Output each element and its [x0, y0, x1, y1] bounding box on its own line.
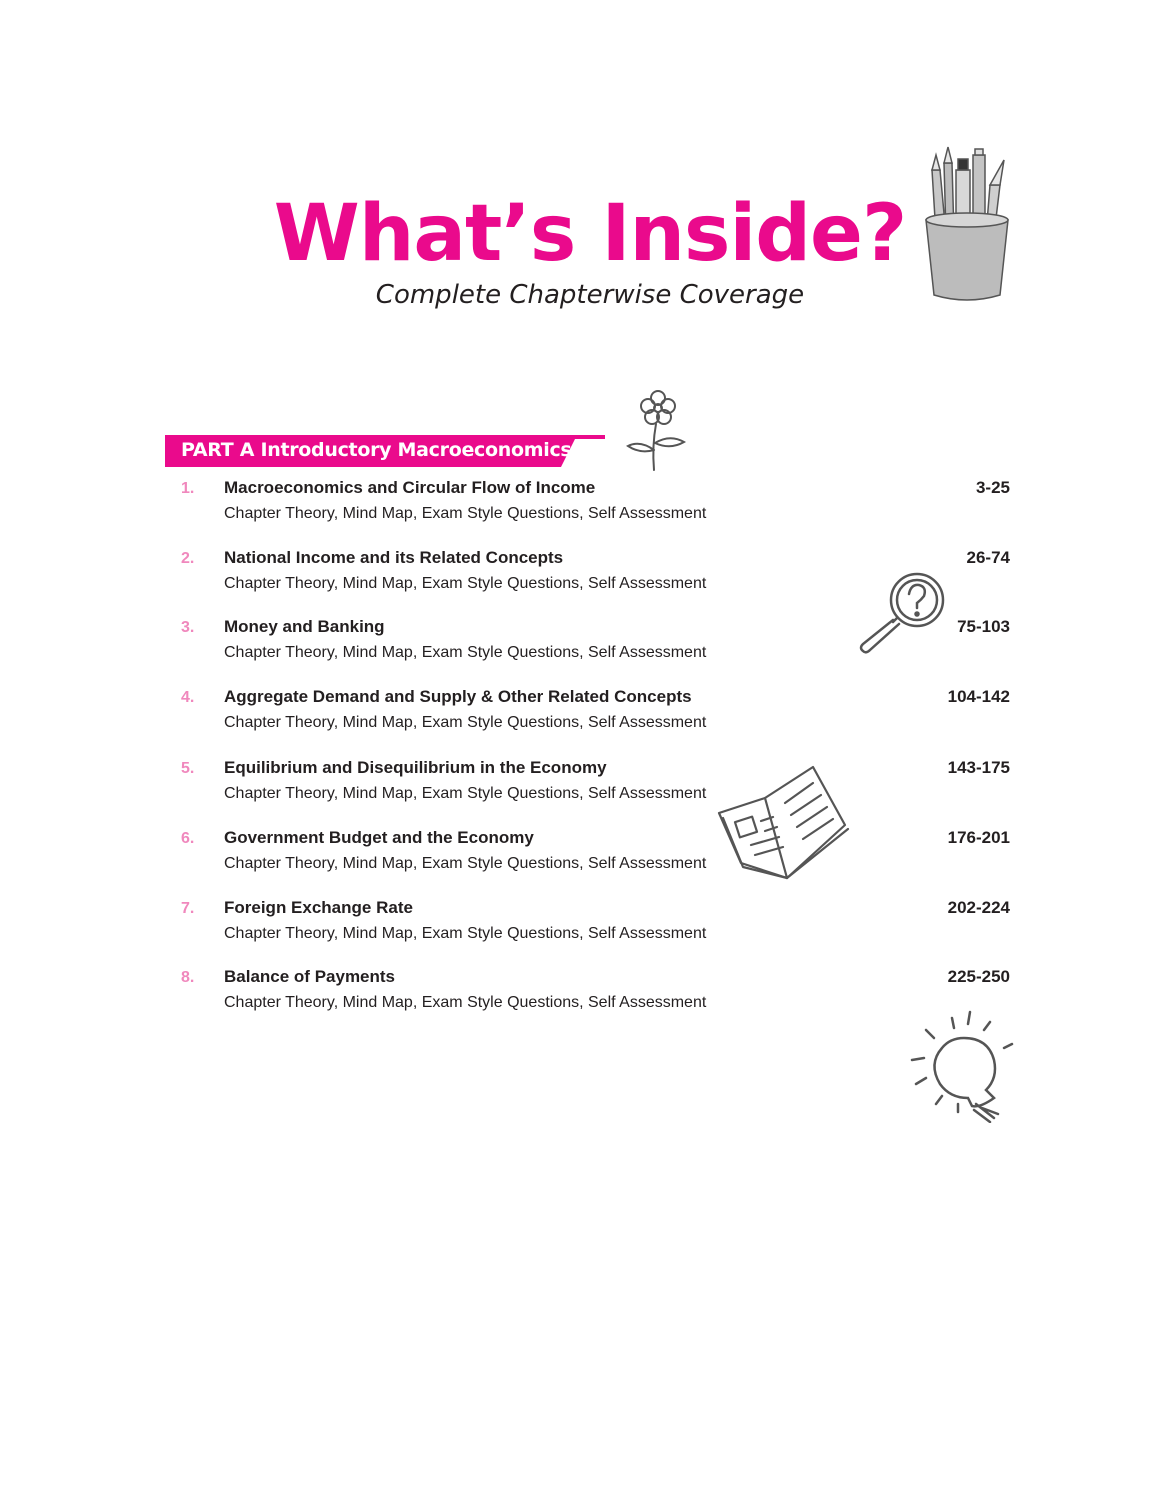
- page-title: What’s Inside?: [273, 189, 907, 279]
- chapter-description: Chapter Theory, Mind Map, Exam Style Questions, Self Assessment: [224, 925, 707, 942]
- chapter-description: Chapter Theory, Mind Map, Exam Style Questions, Self Assessment: [224, 714, 707, 731]
- chapter-pages: 75-103: [957, 617, 1010, 636]
- chapter-number: 6.: [181, 830, 195, 847]
- chapter-description: Chapter Theory, Mind Map, Exam Style Questions, Self Assessment: [224, 575, 707, 592]
- toc-entry-4[interactable]: [0, 687, 1174, 747]
- flower-icon: [622, 388, 692, 473]
- magnifier-question-icon: [855, 570, 950, 655]
- toc-entry-2[interactable]: [0, 548, 1174, 608]
- toc-entry-1[interactable]: [0, 478, 1174, 538]
- toc-entry-3[interactable]: [0, 617, 1174, 677]
- page-subtitle: Complete Chapterwise Coverage: [375, 280, 805, 310]
- toc-entry-5[interactable]: [0, 758, 1174, 818]
- chapter-pages: 202-224: [947, 898, 1010, 917]
- chapter-number: 2.: [181, 550, 195, 567]
- chapter-pages: 176-201: [947, 828, 1010, 847]
- chapter-number: 5.: [181, 760, 195, 777]
- pencil-cup-icon: [920, 145, 1020, 305]
- chapter-description: Chapter Theory, Mind Map, Exam Style Questions, Self Assessment: [224, 855, 707, 872]
- chapter-number: 4.: [181, 689, 195, 706]
- chapter-number: 8.: [181, 969, 195, 986]
- chapter-title: Macroeconomics and Circular Flow of Income: [224, 478, 596, 497]
- chapter-title: Balance of Payments: [224, 967, 396, 986]
- chapter-description: Chapter Theory, Mind Map, Exam Style Questions, Self Assessment: [224, 505, 707, 522]
- toc-entry-7[interactable]: [0, 898, 1174, 958]
- chapter-number: 1.: [181, 480, 195, 497]
- chapter-pages: 225-250: [947, 967, 1010, 986]
- chapter-title: Aggregate Demand and Supply & Other Related Concepts: [224, 687, 692, 706]
- chapter-pages: 3-25: [975, 478, 1010, 497]
- open-book-icon: [715, 763, 850, 883]
- chapter-title: Equilibrium and Disequilibrium in the Economy: [224, 758, 607, 777]
- chapter-description: Chapter Theory, Mind Map, Exam Style Questions, Self Assessment: [224, 785, 707, 802]
- part-label: PART A Introductory Macroeconomics: [181, 439, 572, 461]
- chapter-title: National Income and its Related Concepts: [224, 548, 564, 567]
- chapter-pages: 26-74: [966, 548, 1010, 567]
- lightbulb-icon: [906, 1008, 1016, 1123]
- chapter-description: Chapter Theory, Mind Map, Exam Style Questions, Self Assessment: [224, 644, 707, 661]
- chapter-title: Foreign Exchange Rate: [224, 898, 413, 917]
- chapter-description: Chapter Theory, Mind Map, Exam Style Questions, Self Assessment: [224, 994, 707, 1011]
- chapter-pages: 143-175: [947, 758, 1010, 777]
- chapter-title: Government Budget and the Economy: [224, 828, 534, 847]
- toc-entry-6[interactable]: [0, 828, 1174, 888]
- chapter-title: Money and Banking: [224, 617, 385, 636]
- chapter-number: 7.: [181, 900, 195, 917]
- part-banner: [165, 435, 605, 467]
- chapter-pages: 104-142: [947, 687, 1010, 706]
- chapter-number: 3.: [181, 619, 195, 636]
